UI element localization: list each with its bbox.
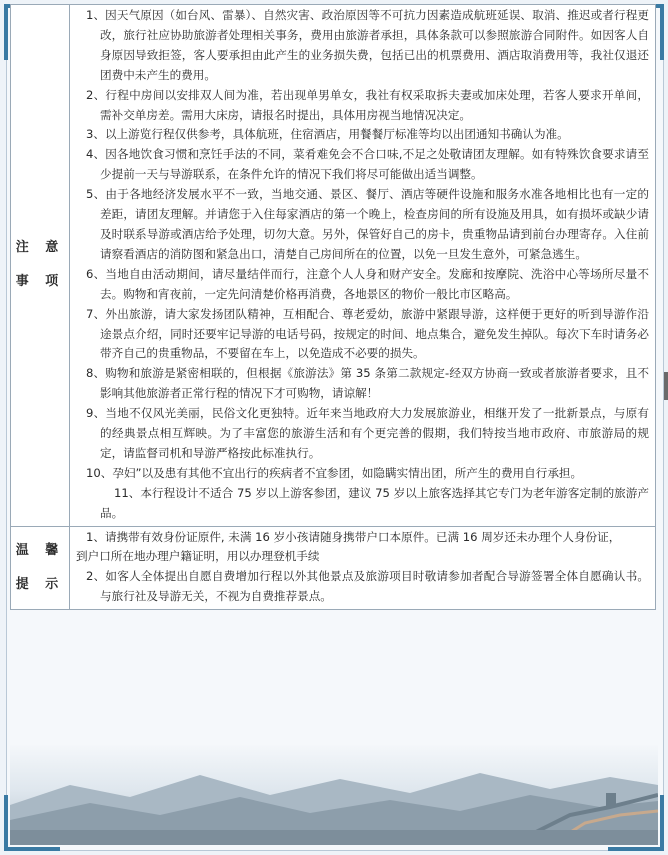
notes-item-10: 10、孕妇”以及患有其他不宜出行的疾病者不宜参团，如隐瞒实情出团，所产生的费用自行承担。	[86, 465, 583, 480]
notes-label-line-2: 事 项	[15, 274, 65, 290]
travel-notes-table	[10, 4, 656, 610]
notes-item-3: 3、以上游览行程仅供参考，具体航班，住宿酒店，用餐餐厅标准等均以出团通知书确认为准。	[86, 127, 569, 142]
tips-label-line-2: 提 示	[15, 576, 65, 592]
notes-item-8: 8、购物和旅游是紧密相联的，但根据《旅游法》第 35 条第二款规定-经双方协商一致或者旅游者要求，且不影响其他旅游者正常行程的情况下才可购物，请谅解！	[86, 366, 649, 401]
tips-label-cell	[11, 526, 70, 610]
notes-item-1: 1、因天气原因（如台风、雷暴）、自然灾害、政治原因等不可抗力因素造成航班延误、取消、推迟或者行程更改，旅行社应协助旅游者处理相关事务，费用由旅游者承担，具体条款可以参照旅游合同附件。如因客人自身原因导致拒签，客人要承担由此产生的业务损失费，包括已出的机票费用、酒店取消费用等，我社仅退还团费中未产生的费用。	[86, 8, 649, 82]
vertical-scrollbar[interactable]	[664, 372, 668, 400]
notes-label-cell	[11, 5, 70, 527]
notes-item-6: 6、当地自由活动期间，请尽量结伴而行，注意个人人身和财产安全。发廊和按摩院、洗浴中心等场所尽量不去。购物和宵夜前，一定先问清楚价格再消费，各地景区的物价一般比市区略高。	[86, 266, 649, 301]
great-wall-landscape-image	[10, 745, 658, 845]
notes-item-11: 11、本行程设计不适合 75 岁以上游客参团，建议 75 岁以上旅客选择其它专门为老年游客定制的旅游产品。	[100, 485, 649, 520]
notes-item-4: 4、因各地饮食习惯和烹饪手法的不同，菜肴难免会不合口味,不足之处敬请团友理解。如有特殊饮食要求请至少提前一天与导游联系，在条件允许的情况下我们将尽可能做出适当调整。	[86, 147, 649, 182]
notes-item-5: 5、由于各地经济发展水平不一致，当地交通、景区、餐厅、酒店等硬件设施和服务水准各地相比也有一定的差距，请团友理解。并请您于入住每家酒店的第一个晚上，检查房间的所有设施及用具，如有损坏或缺少请及时联系导游或酒店给予处理，切勿大意。另外，保管好自己的房卡，贵重物品请到前台办理寄存。入住前请察看酒店的消防图和紧急出口，清楚自己房间所在的位置，以免一旦发生意外，可紧急逃生。	[86, 187, 649, 261]
tips-item-1: 1、请携带有效身份证原件, 未满 16 岁小孩请随身携带户口本原件。已满 16 周岁还未办理个人身份证，	[86, 529, 621, 544]
notes-item-2: 2、行程中房间以安排双人间为准，若出现单男单女，我社有权采取拆夫妻或加床处理，若客人要求开单间，需补交单房差。需用大床房，请报名时提出，具体用房视当地情况决定。	[86, 87, 649, 122]
notes-item-9: 9、当地不仅风光美丽，民俗文化更独特。近年来当地政府大力发展旅游业，相继开发了一批新景点，与原有的经典景点相互辉映。为了丰富您的旅游生活和有个更完善的假期，我们特按当地市政府、市旅游局的规定，请监督司机和导游严格按此标准执行。	[86, 406, 649, 460]
tips-item-2: 2、如客人全体提出自愿自费增加行程以外其他景点及旅游项目时敬请参加者配合导游签署全体自愿确认书。与旅行社及导游无关，不视为自费推荐景点。	[86, 569, 649, 604]
tips-row	[11, 526, 656, 610]
tips-item-1-continued: 到户口所在地办理户籍证明，用以办理登机手续	[76, 549, 320, 564]
notes-label-line-1: 注 意	[15, 240, 65, 256]
notes-item-7: 7、外出旅游，请大家发扬团队精神，互相配合、尊老爱幼，旅游中紧跟导游，这样便于更好的听到导游作沿途景点介绍，同时还要牢记导游的电话号码，按规定的时间、地点集合，避免发生掉队。每次下车时请务必带齐自己的贵重物品，不要留在车上，以免造成不必要的损失。	[86, 306, 649, 361]
notes-content-cell	[70, 5, 656, 527]
tips-content-cell	[70, 526, 656, 610]
notes-row	[11, 5, 656, 527]
tips-label-line-1: 温 馨	[15, 542, 65, 558]
